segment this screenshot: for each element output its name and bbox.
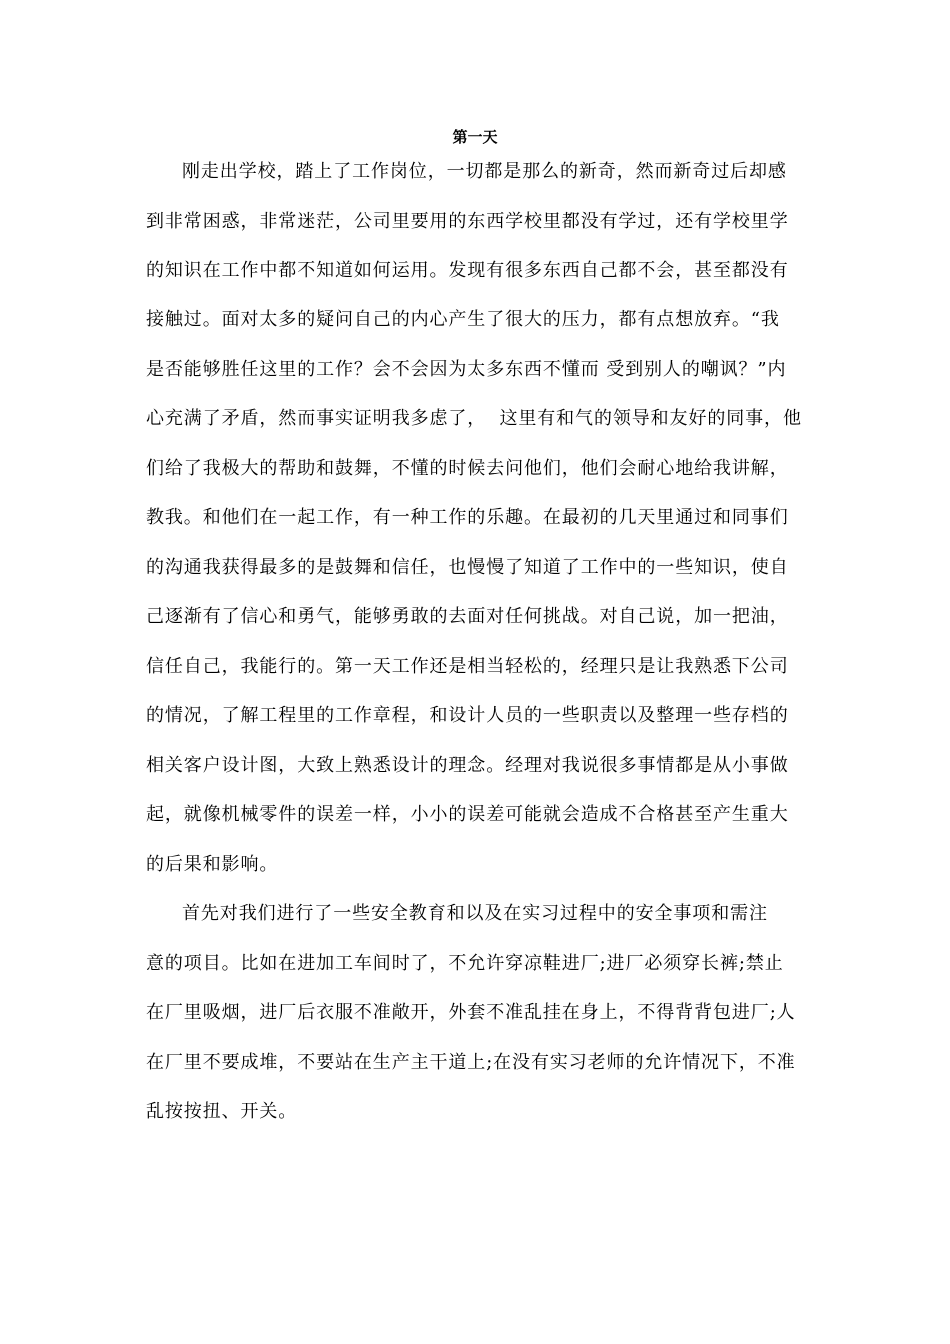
paragraph-1-line-11: 信任自己，我能行的。第一天工作还是相当轻松的，经理只是让我熟悉下公司 [146, 656, 789, 677]
paragraph-2-line-4: 在厂里不要成堆，不要站在生产主干道上;在没有实习老师的允许情况下，不准 [146, 1052, 796, 1073]
paragraph-2-line-3: 在厂里吸烟，进厂后衣服不准敞开，外套不准乱挂在身上，不得背背包进厂;人 [146, 1002, 796, 1023]
paragraph-1-line-10: 己逐渐有了信心和勇气，能够勇敢的去面对任何挑战。对自己说，加一把油， [146, 606, 789, 627]
paragraph-1-line-8: 教我。和他们在一起工作，有一种工作的乐趣。在最初的几天里通过和同事们 [146, 507, 789, 528]
paragraph-1-line-7: 们给了我极大的帮助和鼓舞，不懂的时候去问他们，他们会耐心地给我讲解， [146, 458, 789, 479]
paragraph-1-line-12: 的情况，了解工程里的工作章程，和设计人员的一些职责以及整理一些存档的 [146, 705, 789, 726]
paragraph-1-line-15: 的后果和影响。 [146, 854, 279, 875]
document-title: 第一天 [452, 128, 498, 146]
paragraph-1-line-1: 刚走出学校，踏上了工作岗位，一切都是那么的新奇，然而新奇过后却感 [182, 161, 787, 182]
paragraph-1-line-6: 心充满了矛盾，然而事实证明我多虑了， 这里有和气的领导和友好的同事，他 [146, 408, 802, 429]
paragraph-2-line-2: 意的项目。比如在进加工车间时了，不允许穿凉鞋进厂;进厂必须穿长裤;禁止 [146, 953, 784, 974]
paragraph-1-line-13: 相关客户设计图，大致上熟悉设计的理念。经理对我说很多事情都是从小事做 [146, 755, 789, 776]
paragraph-2-line-5: 乱按按扭、开关。 [146, 1101, 298, 1122]
paragraph-1-line-3: 的知识在工作中都不知道如何运用。发现有很多东西自己都不会，甚至都没有 [146, 260, 789, 281]
paragraph-2-line-1: 首先对我们进行了一些安全教育和以及在实习过程中的安全事项和需注 [182, 903, 768, 924]
paragraph-1-line-14: 起，就像机械零件的误差一样，小小的误差可能就会造成不合格甚至产生重大 [146, 804, 789, 825]
paragraph-1-line-4: 接触过。面对太多的疑问自己的内心产生了很大的压力，都有点想放弃。“我 [146, 309, 780, 330]
paragraph-1-line-9: 的沟通我获得最多的是鼓舞和信任，也慢慢了知道了工作中的一些知识，使自 [146, 557, 789, 578]
paragraph-1-line-5: 是否能够胜任这里的工作？会不会因为太多东西不懂而 受到别人的嘲讽？”内 [146, 359, 787, 380]
paragraph-1-line-2: 到非常困惑，非常迷茫，公司里要用的东西学校里都没有学过，还有学校里学 [146, 211, 789, 232]
